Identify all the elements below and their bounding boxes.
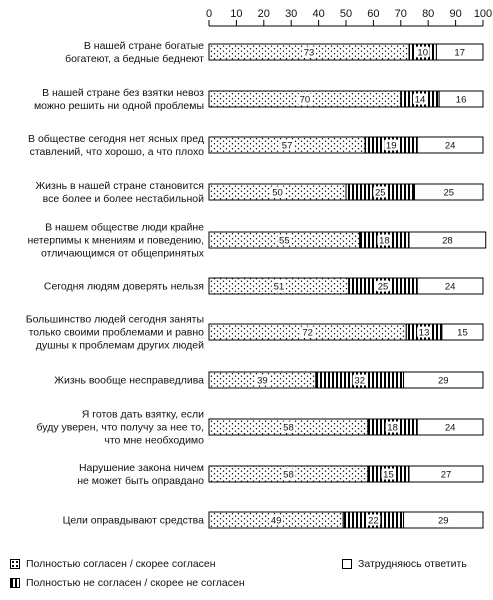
legend-agree-label: Полностью согласен / скорее согласен [26,558,216,570]
data-label-agree: 73 [303,47,315,59]
x-tick-label: 10 [230,8,243,20]
bars [209,44,486,528]
category-label-line: можно решить ни одной проблемы [33,100,204,112]
category-label [77,462,204,487]
data-label-agree: 58 [283,422,294,434]
data-label-agree: 70 [299,94,311,106]
data-label-undecided: 24 [444,140,456,152]
category-label-line: что мне необходимо [104,434,204,447]
data-label-disagree: 14 [414,94,426,106]
category-label [27,222,204,260]
category-label [34,87,204,112]
data-label-disagree: 10 [417,47,429,59]
x-axis [206,8,492,26]
category-label [35,180,204,205]
category-label-line: Я готов дать взятку, если [81,408,204,421]
category-label-line: только своими проблемами и равно [28,326,204,339]
data-label-agree: 58 [283,469,294,481]
data-label-disagree: 25 [377,281,389,293]
x-tick-label: 0 [205,8,213,20]
category-label-line: все более и более нестабильной [42,193,204,205]
category-label-line: буду уверен, что получу за нее то, [36,421,204,434]
x-tick-label: 40 [312,8,325,20]
x-tick-label: 50 [339,8,353,20]
category-label-line: душны к проблемам других людей [35,339,204,352]
category-label-line: В нашей стране без взятки невоз [42,87,204,99]
category-label-line: В нашем обществе люди крайне [45,221,204,234]
category-labels [26,40,205,527]
legend-undecided-label: Затрудняюсь ответить [358,558,467,570]
data-label-agree: 50 [272,187,283,199]
legend-undecided [342,558,467,570]
category-label-line: богатеют, а бедные беднеют [65,53,204,65]
legend-agree-swatch [10,559,20,569]
legend-disagree [10,577,245,589]
data-label-agree: 72 [302,327,313,339]
data-label-agree: 55 [279,235,290,247]
category-label-line: Жизнь вообще несправедлива [54,374,204,387]
x-tick-label: 30 [285,8,298,20]
legend-agree [10,558,216,570]
data-label-undecided: 17 [454,47,465,59]
data-label-undecided: 16 [455,94,467,106]
category-label [54,375,204,387]
data-label-disagree: 13 [418,327,430,339]
data-label-undecided: 24 [444,422,456,434]
x-tick-label: 70 [394,8,407,20]
data-label-agree: 57 [281,140,293,152]
category-label-line: Сегодня людям доверять нельзя [43,280,204,293]
category-label-line: ставлений, что хорошо, а что плохо [29,146,204,158]
category-label [65,40,204,65]
category-label [63,515,205,527]
data-label-disagree: 15 [383,469,394,481]
category-label-line: В обществе сегодня нет ясных пред [28,133,204,145]
legend-disagree-label: Полностью не согласен / скорее не согласен [26,577,245,589]
x-tick-label: 20 [257,8,270,20]
data-label-disagree: 25 [374,187,386,199]
data-label-undecided: 29 [437,375,449,387]
data-label-disagree: 32 [354,375,365,387]
data-label-undecided: 28 [442,235,453,247]
data-label-agree: 39 [257,375,268,387]
x-tick-label: 80 [422,8,435,20]
data-label-disagree: 18 [379,235,390,247]
data-label-undecided: 24 [444,281,456,293]
category-label [28,133,204,158]
category-label-line: Большинство людей сегодня заняты [25,313,204,326]
category-label-line: Нарушение закона ничем [78,462,204,474]
category-label [44,281,204,293]
legend-disagree-swatch [10,578,20,588]
x-tick-label: 60 [367,8,380,20]
category-label [26,314,204,352]
x-tick-label: 100 [473,8,493,20]
data-label-agree: 49 [270,515,282,527]
data-label-undecided: 27 [440,469,452,481]
category-label-line: отличающимся от общепринятых [41,247,204,260]
data-label-disagree: 22 [368,515,379,527]
data-label-undecided: 15 [457,327,468,339]
category-label-line: нетерпимы к мнениям и поведению, [27,234,204,247]
x-tick-label: 90 [449,8,462,20]
category-label-line: В нашей стране богатые [83,40,204,52]
data-label-agree: 51 [273,281,285,293]
data-label-undecided: 25 [443,187,455,199]
category-label-line: Жизнь в нашей стране становится [35,180,204,192]
category-label-line: Цели оправдывают средства [62,514,204,527]
legend-undecided-swatch [342,559,352,569]
category-label [37,409,205,447]
data-label-undecided: 29 [437,515,449,527]
category-label-line: не может быть оправдано [77,475,204,487]
data-label-disagree: 19 [385,140,397,152]
data-label-disagree: 18 [387,422,398,434]
